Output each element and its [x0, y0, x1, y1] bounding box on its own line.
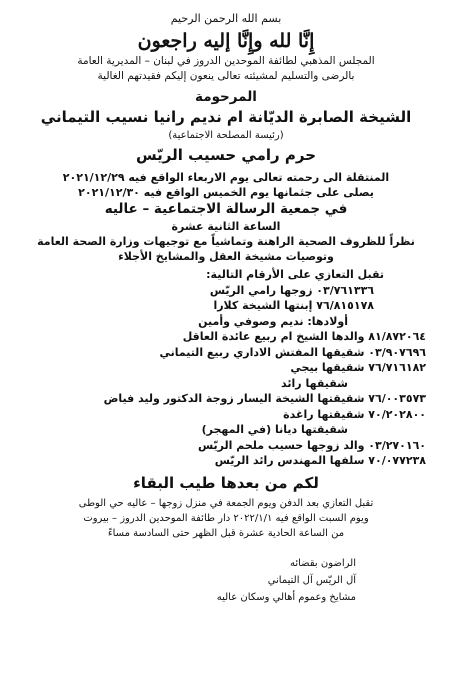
prayer-time: الساعة الثانية عشرة: [171, 220, 281, 233]
sons-line: أولادها: نديم وصوفي وأمين: [198, 314, 348, 328]
basmala: بسم الله الرحمن الرحيم: [170, 12, 282, 25]
prayer-place: في جمعية الرسالة الاجتماعية – عاليه: [104, 201, 348, 217]
contact-brother-2: ٧٦/٧١٦١٨٢ شقيقها بيجي: [290, 361, 426, 374]
contact-father: ٨١/٨٧٢٠٦٤ والدها الشيخ ام ربيع عائدة العاقل: [182, 330, 426, 343]
deceased-name: الشيخة الصابرة الديّانة ام نديم رانيا نسيب التيماني: [40, 108, 412, 126]
contact-sister-1: ٧٦/٠٠٣٥٧٣ شقيقتها الشيخة اليسار زوجة الدكتور وليد فياض: [103, 392, 426, 405]
deceased-title: المرحومة: [195, 89, 257, 105]
blessing: لكم من بعدها طيب البقاء: [133, 473, 319, 492]
signatures: [22, 555, 430, 606]
condolence-line: بالرضى والتسليم لمشيئته تعالى ينعون إليكم فقيدتهم الغالية: [97, 70, 355, 82]
brother-group: شقيقها رائد: [281, 376, 348, 390]
health-note-2: وتوصيات مشيخة العقل والمشايخ الأجلاء: [118, 250, 334, 263]
deceased-role: (رئيسة المصلحة الاجتماعية): [168, 130, 284, 141]
contact-father-in-law: ٠٣/٢٧٠١٦٠ والد زوجها حسيب ملحم الريّس: [198, 438, 426, 452]
sister-3: شقيقتها ديانا (في المهجر): [201, 423, 348, 436]
contacts-intro: تقبل التعازي على الأرقام التالية:: [206, 268, 384, 281]
contact-daughter: ٧٦/٨١٥١٧٨ إبنتها الشيخة كلارا: [213, 299, 374, 312]
contact-husband: ٠٣/٧٦١٣٣٦ زوجها رامي الريّس: [209, 283, 374, 297]
receive-line-3: من الساعة الحادية عشرة قبل الظهر حتى السادسة مساءً: [107, 527, 345, 539]
contacts-block: [22, 267, 426, 469]
receive-line-1: تقبل التعازي بعد الدفن ويوم الجمعة في منزل زوجها – عاليه حي الوطى: [78, 497, 374, 509]
council-name: المجلس المذهبي لطائفة الموحدين الدروز في لبنان – المديرية العامة: [77, 55, 375, 67]
prayer-date: يصلى على جثمانها يوم الخميس الواقع فيه ٢٠٢١/١٢/٣٠: [78, 186, 374, 199]
signature-line-2: آل الريّس آل التيماني: [267, 574, 356, 586]
signature-line-1: الراضون بقضائه: [289, 557, 356, 569]
deceased-husband: حرم رامي حسيب الريّس: [135, 146, 317, 164]
signature-line-3: مشايخ وعموم أهالي وسكان عاليه: [216, 591, 356, 603]
contact-brother-in-law: ٧٠/٠٧٧٢٣٨ سلفها المهندس رائد الريّس: [214, 454, 426, 467]
health-note-1: نظراً للظروف الصحية الراهنة وتماشياً مع توجيهات وزارة الصحة العامة: [37, 235, 415, 248]
contact-sister-2: ٧٠/٢٠٢٨٠٠ شقيقتها راغدة: [283, 407, 426, 421]
contact-brother-1: ٠٣/٩٠٧٦٩٦ شقيقها المفتش الاداري ربيع التيماني: [159, 345, 426, 359]
receive-line-2: ويوم السبت الواقع فيه ٢٠٢٢/١/١ دار طائفة الموحدين الدروز – بيروت: [83, 512, 369, 524]
quran-verse: إِنَّا لله وإِنَّا إليه راجعون: [137, 30, 315, 52]
death-date: المنتقلة الى رحمته تعالى يوم الاربعاء الواقع فيه ٢٠٢١/١٢/٢٩: [62, 171, 390, 184]
